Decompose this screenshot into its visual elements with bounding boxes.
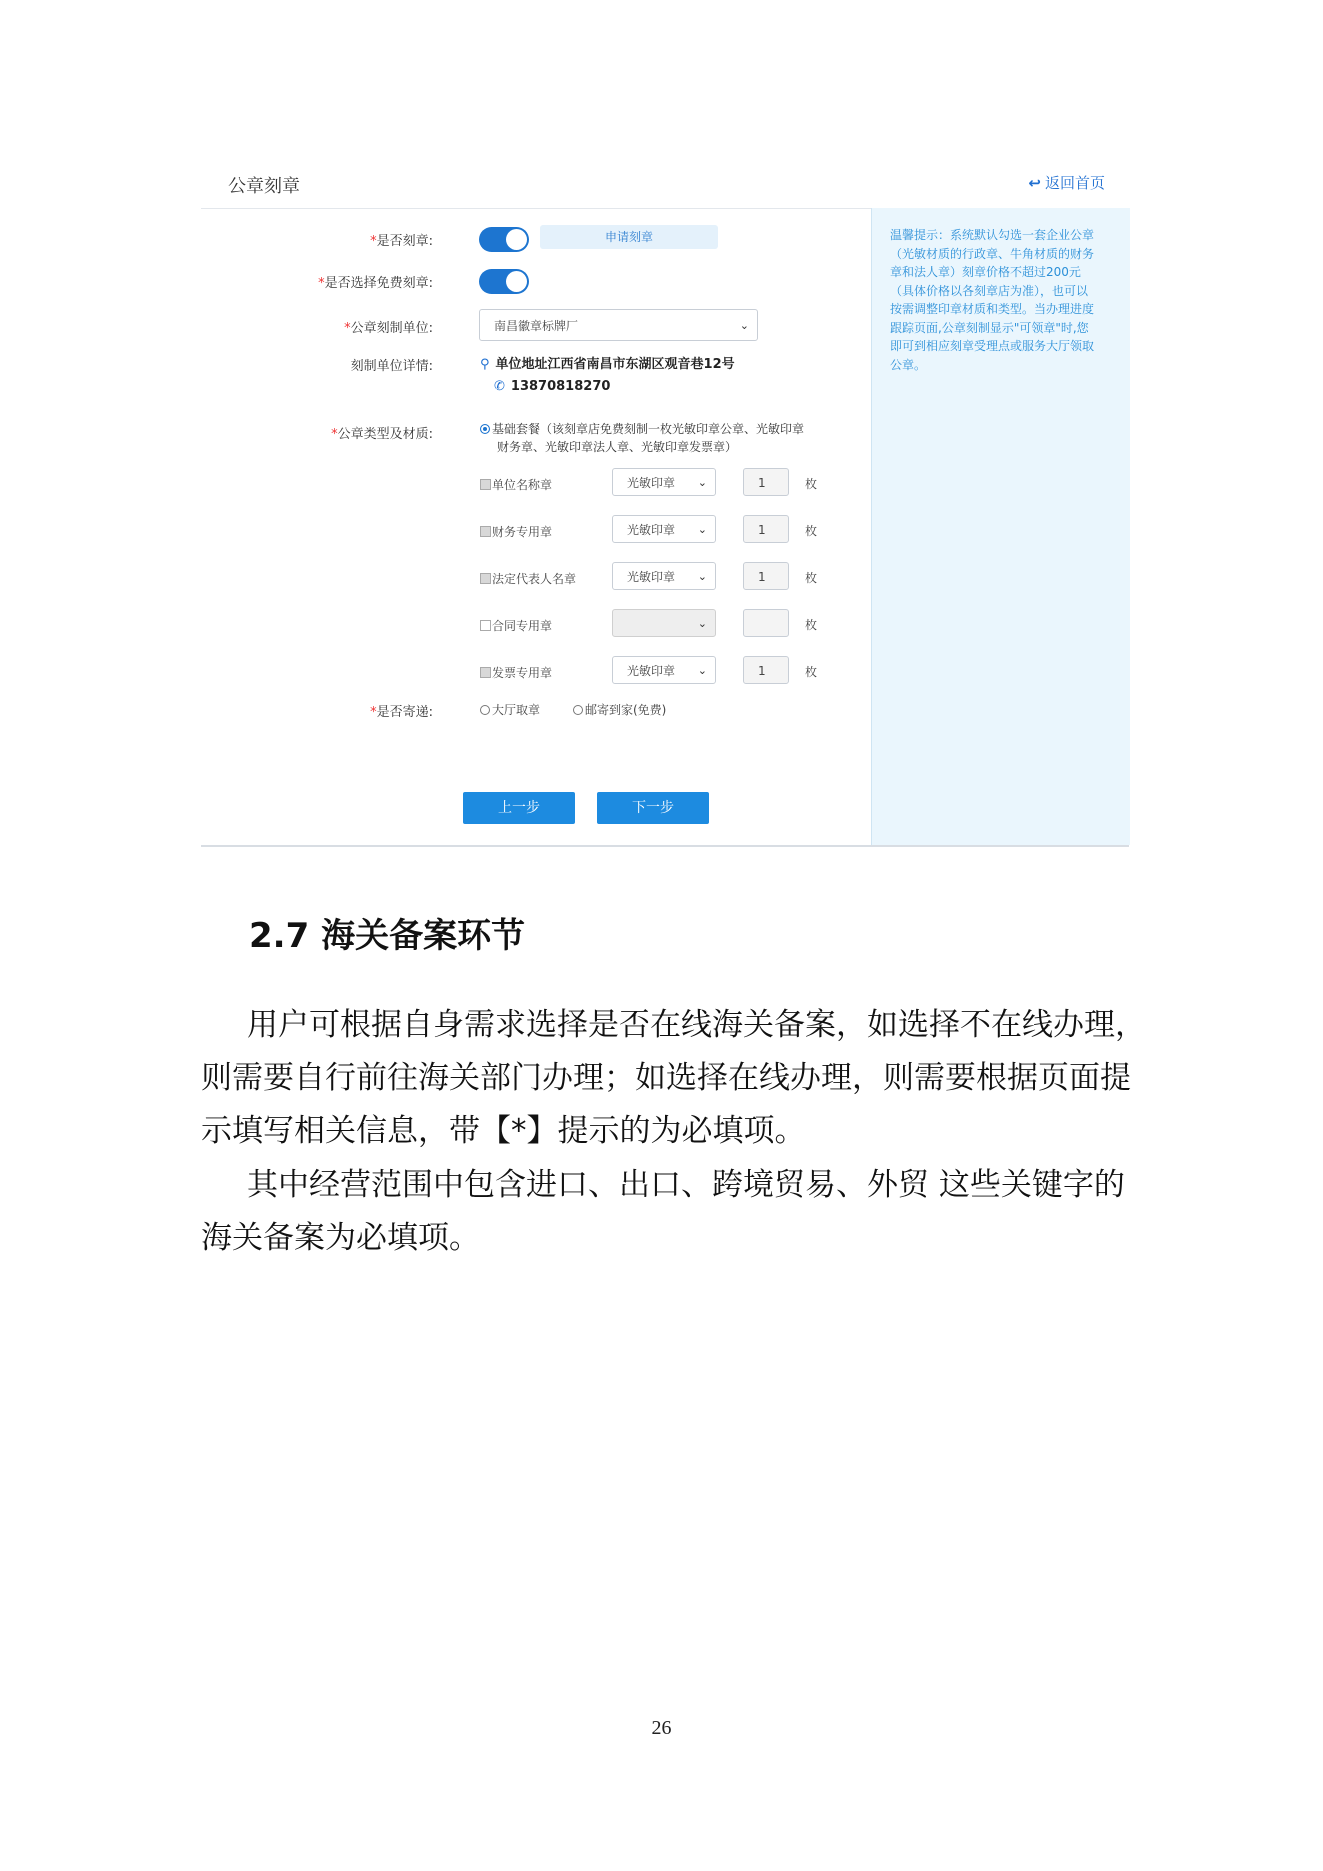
tip-text: 温馨提示：系统默认勾选一套企业公章 （光敏材质的行政章、牛角材质的财务 章和法人章）刻章价格不超过200元 （具体价格以各刻章店为准），也可以 按需调整印章材质和类型。当办理进度 跟踪页面,公章刻制显示"可领章"时,您 即可到相应刻章受理点或服务大厅领取 公章。: [890, 228, 1095, 372]
engrave-unit-label: *公章刻制单位:: [344, 321, 433, 336]
chevron-down-icon: ⌄: [697, 664, 707, 677]
seal-material-select[interactable]: [612, 609, 716, 637]
unit-address: ⚲ 单位地址江西省南昌市东湖区观音巷12号: [480, 357, 735, 372]
unit-phone: ✆ 13870818270: [494, 379, 611, 394]
seal-material-select[interactable]: 光敏印章 ⌄: [612, 468, 716, 496]
chevron-down-icon: ⌄: [697, 570, 707, 583]
basic-package-line2: 财务章、光敏印章法人章、光敏印章发票章）: [497, 440, 738, 454]
seal-quantity-input[interactable]: 1: [743, 515, 789, 543]
tip-box: [871, 208, 1130, 845]
paragraph-1: 用户可根据自身需求选择是否在线海关备案，如选择不在线办理， 则需要自行前往海关部门办理；如选择在线办理，则需要根据页面提 示填写相关信息，带【*】提示的为必填项。: [201, 1007, 1146, 1149]
engrave-label: *是否刻章:: [370, 234, 433, 249]
seal-material-select[interactable]: 光敏印章 ⌄: [612, 562, 716, 590]
seal-engraving-form-screenshot: [201, 158, 1129, 847]
mail-home-option[interactable]: 邮寄到家(免费): [573, 701, 666, 718]
next-step-button[interactable]: 下一步: [597, 792, 709, 824]
seal-name-checkbox[interactable]: 法定代表人名章: [480, 570, 576, 587]
section-heading: 2.7 海关备案环节: [249, 916, 526, 956]
seal-material-select[interactable]: 光敏印章 ⌄: [612, 656, 716, 684]
seal-name-checkbox[interactable]: 财务专用章: [480, 523, 552, 540]
hall-pickup-radio[interactable]: [480, 705, 490, 715]
chevron-down-icon: ⌄: [697, 523, 707, 536]
basic-package-radio[interactable]: [480, 424, 490, 434]
prev-step-button[interactable]: 上一步: [463, 792, 575, 824]
quantity-unit: 枚: [805, 665, 818, 679]
seal-quantity-input[interactable]: 1: [743, 656, 789, 684]
paragraph-2: 其中经营范围中包含进口、出口、跨境贸易、外贸 这些关键字的 海关备案为必填项。: [201, 1167, 1125, 1256]
free-engrave-label: *是否选择免费刻章:: [318, 276, 433, 291]
seal-name-checkbox[interactable]: 合同专用章: [480, 617, 552, 634]
seal-quantity-input[interactable]: [743, 609, 789, 637]
chevron-down-icon: ⌄: [697, 476, 707, 489]
seal-name-checkbox[interactable]: 单位名称章: [480, 476, 552, 493]
engrave-toggle[interactable]: [479, 227, 529, 252]
basic-package-option[interactable]: 基础套餐（该刻章店免费刻制一枚光敏印章公章、光敏印章: [480, 420, 804, 437]
quantity-unit: 枚: [805, 477, 818, 491]
seal-quantity-input[interactable]: 1: [743, 468, 789, 496]
form-area: [201, 208, 871, 845]
quantity-unit: 枚: [805, 571, 818, 585]
form-title: 公章刻章: [228, 176, 300, 197]
back-to-home-label: 返回首页: [1044, 174, 1105, 192]
seal-quantity-input[interactable]: 1: [743, 562, 789, 590]
free-engrave-toggle[interactable]: [479, 269, 529, 294]
hall-pickup-option[interactable]: 大厅取章: [480, 701, 540, 718]
quantity-unit: 枚: [805, 618, 818, 632]
mail-home-radio[interactable]: [573, 705, 583, 715]
chevron-down-icon: ⌄: [739, 319, 749, 332]
unit-detail-label: 刻制单位详情:: [350, 359, 433, 374]
phone-icon: ✆: [494, 379, 505, 394]
return-arrow-icon: ↩: [1028, 174, 1041, 192]
engrave-unit-select[interactable]: 南昌徽章标牌厂 ⌄: [479, 309, 758, 341]
location-pin-icon: ⚲: [480, 357, 490, 372]
back-to-home-link[interactable]: [1028, 172, 1105, 193]
mail-delivery-label: *是否寄递:: [370, 705, 433, 720]
page-number: 26: [651, 1717, 672, 1739]
quantity-unit: 枚: [805, 524, 818, 538]
form-header: [201, 158, 1129, 209]
seal-name-checkbox[interactable]: 发票专用章: [480, 664, 552, 681]
chevron-down-icon: ⌄: [697, 617, 707, 630]
seal-material-select[interactable]: 光敏印章 ⌄: [612, 515, 716, 543]
seal-type-label: *公章类型及材质:: [331, 427, 433, 442]
apply-engrave-chip[interactable]: 申请刻章: [540, 225, 718, 249]
